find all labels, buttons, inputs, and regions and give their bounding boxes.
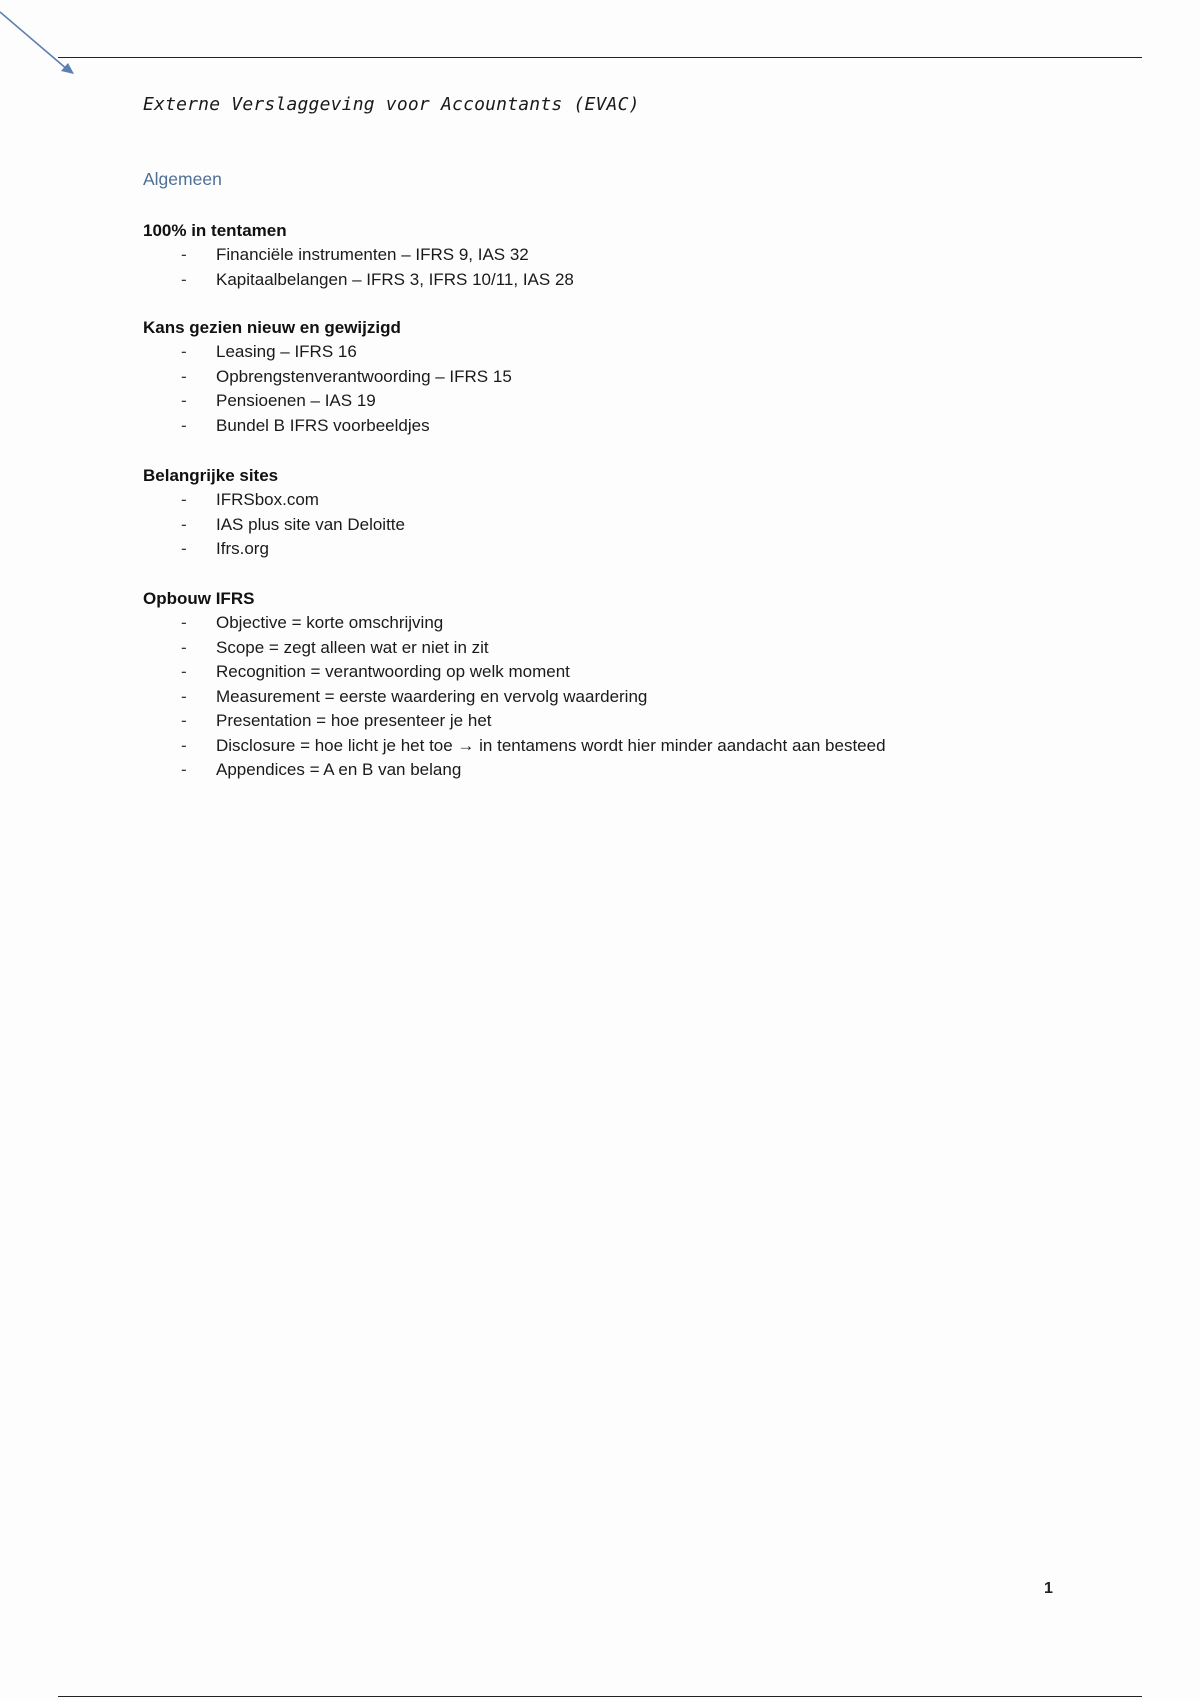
list-item-text: IFRSbox.com (216, 490, 319, 509)
bullet-dash: - (181, 760, 187, 779)
section-heading: 100% in tentamen (143, 221, 287, 240)
list-item-text: Disclosure = hoe licht je het toe → in tentamens wordt hier minder aandacht aan besteed (216, 735, 886, 755)
list-item (143, 513, 405, 538)
list-item (143, 243, 574, 268)
list-item-text: Objective = korte omschrijving (216, 613, 444, 632)
list-item (143, 611, 886, 636)
bullet-dash: - (181, 342, 187, 361)
document-title: Externe Verslaggeving voor Accountants (EVAC) (143, 94, 640, 115)
bullet-dash: - (181, 391, 187, 410)
bullet-dash: - (181, 662, 187, 681)
section-belangrijke-sites (143, 464, 405, 562)
section-heading: Kans gezien nieuw en gewijzigd (143, 318, 401, 337)
list-item-text: Opbrengstenverantwoording – IFRS 15 (216, 366, 512, 386)
bullet-dash: - (181, 637, 187, 657)
list-item-text: Ifrs.org (216, 539, 269, 558)
list-item (143, 636, 886, 661)
list-item-text: Financiële instrumenten – IFRS 9, IAS 32 (216, 245, 529, 264)
list-item (143, 340, 512, 365)
section-tentamen (143, 219, 574, 292)
bullet-dash: - (181, 735, 187, 755)
section-heading: Belangrijke sites (143, 466, 279, 485)
bullet-dash: - (181, 613, 187, 632)
bullet-dash: - (181, 415, 187, 435)
list-item (143, 365, 512, 390)
list-item (143, 660, 886, 685)
list-item-text: Kapitaalbelangen – IFRS 3, IFRS 10/11, IAS 28 (216, 269, 574, 289)
bullet-dash: - (181, 686, 187, 706)
list-item-text: Pensioenen – IAS 19 (216, 391, 376, 410)
list-item (143, 268, 574, 293)
list-item-text: Leasing – IFRS 16 (216, 342, 357, 361)
heading-algemeen: Algemeen (143, 169, 222, 189)
bullet-dash: - (181, 539, 187, 558)
bullet-list (143, 340, 512, 438)
corner-arrow-icon (0, 0, 80, 80)
bullet-dash: - (181, 366, 187, 386)
footer-rule (58, 1696, 1142, 1697)
bullet-dash: - (181, 490, 187, 509)
section-heading: Opbouw IFRS (143, 589, 255, 608)
bullet-list (143, 488, 405, 562)
list-item-text: IAS plus site van Deloitte (216, 514, 405, 534)
bullet-dash: - (181, 711, 187, 730)
bullet-dash: - (181, 514, 187, 534)
list-item (143, 389, 512, 414)
list-item-text: Recognition = verantwoording op welk moment (216, 662, 570, 681)
list-item (143, 488, 405, 513)
list-item-text: Presentation = hoe presenteer je het (216, 711, 492, 730)
bullet-list (143, 243, 574, 292)
list-item (143, 734, 886, 759)
page-number: 1 (1044, 1580, 1053, 1597)
list-item (143, 685, 886, 710)
list-item-text: Bundel B IFRS voorbeeldjes (216, 415, 430, 435)
bullet-dash: - (181, 245, 187, 264)
bullet-list (143, 611, 886, 783)
list-item-text: Appendices = A en B van belang (216, 760, 462, 779)
section-nieuw-gewijzigd (143, 316, 512, 438)
section-opbouw-ifrs (143, 587, 886, 783)
header-rule (58, 57, 1142, 58)
list-item (143, 758, 886, 783)
list-item-text: Scope = zegt alleen wat er niet in zit (216, 637, 489, 657)
list-item (143, 709, 886, 734)
bullet-dash: - (181, 269, 187, 289)
list-item (143, 537, 405, 562)
list-item-text: Measurement = eerste waardering en vervolg waardering (216, 686, 648, 706)
list-item (143, 414, 512, 439)
